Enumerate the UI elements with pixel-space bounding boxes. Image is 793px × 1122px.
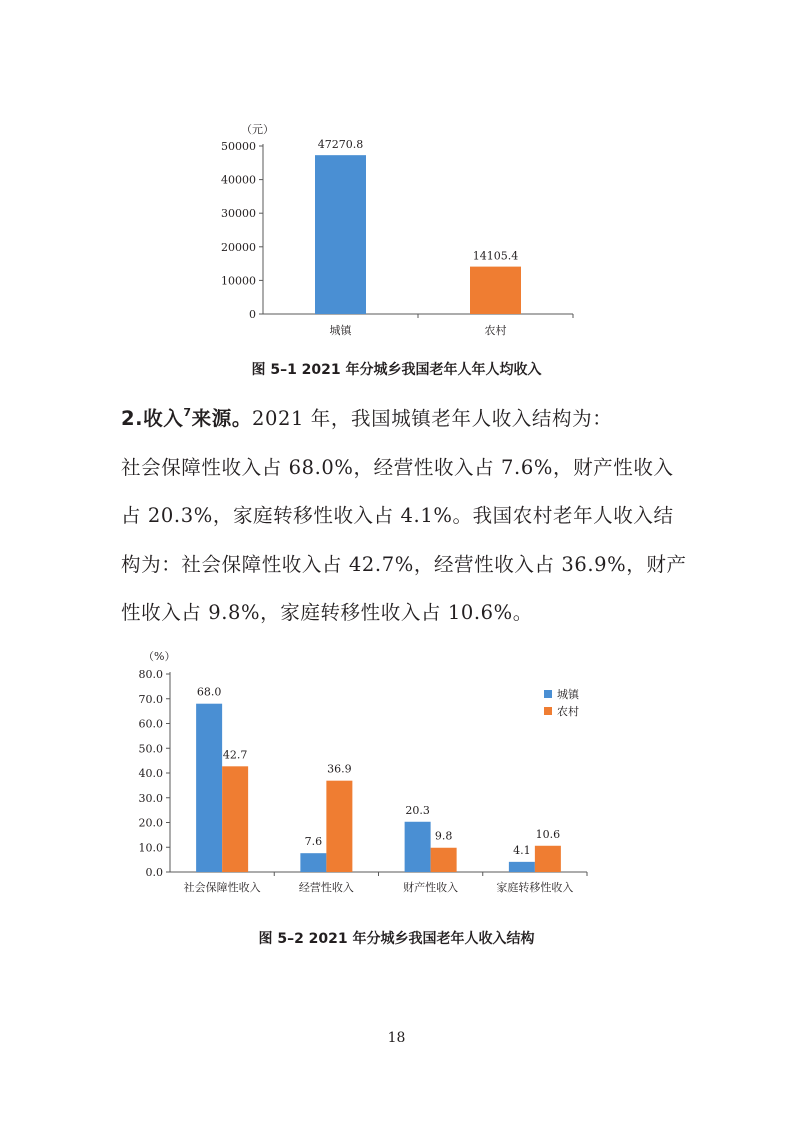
bar-value-label: 4.1 bbox=[513, 843, 531, 857]
y-tick-label: 70.0 bbox=[138, 692, 163, 706]
y-tick-label: 80.0 bbox=[138, 668, 163, 681]
legend-swatch-1 bbox=[544, 707, 552, 715]
paragraph-line-5: 性收入占 9.8%，家庭转移性收入占 10.6%。 bbox=[121, 601, 533, 624]
footnote-ref: 7 bbox=[183, 406, 192, 419]
chart2-caption: 图 5–2 2021 年分城乡我国老年人收入结构 bbox=[258, 931, 535, 947]
heading-text: 2.收入 bbox=[121, 407, 184, 430]
bar-value-label: 68.0 bbox=[196, 685, 222, 699]
heading-tail: 来源。 bbox=[191, 407, 252, 430]
bar-rural-1 bbox=[326, 781, 352, 872]
paragraph-line-1 bbox=[121, 395, 681, 444]
chart-income-structure bbox=[123, 643, 663, 913]
y-tick-label: 0 bbox=[249, 308, 256, 321]
x-tick-label: 财产性收入 bbox=[403, 881, 459, 894]
page-number: 18 bbox=[387, 1030, 406, 1046]
bar-value-label: 9.8 bbox=[434, 829, 453, 843]
bar-urban-1 bbox=[300, 853, 326, 872]
bar-value-label: 7.6 bbox=[304, 835, 323, 849]
x-tick-label: 经营性收入 bbox=[298, 881, 354, 894]
bar-value-label: 42.7 bbox=[222, 748, 248, 762]
x-tick-label: 家庭转移性收入 bbox=[496, 881, 574, 894]
bar-value-label: 47270.8 bbox=[317, 138, 364, 152]
y-tick-label: 50.0 bbox=[138, 742, 163, 756]
y-tick-label: 0.0 bbox=[145, 866, 163, 879]
y-tick-label: 30.0 bbox=[138, 791, 163, 805]
x-tick-label: 社会保障性收入 bbox=[183, 881, 261, 894]
legend-label: 农村 bbox=[557, 705, 579, 718]
paragraph-line-3: 占 20.3%，家庭转移性收入占 4.1%。我国农村老年人收入结 bbox=[121, 504, 674, 527]
bar-0 bbox=[315, 155, 366, 314]
y-tick-label: 40.0 bbox=[138, 767, 163, 780]
x-tick-label: 城镇 bbox=[329, 324, 352, 337]
legend-label: 城镇 bbox=[557, 688, 579, 701]
y-tick-label: 30000 bbox=[221, 207, 256, 221]
income-source-paragraph bbox=[121, 395, 687, 638]
paragraph-line-2: 社会保障性收入占 68.0%，经营性收入占 7.6%，财产性收入 bbox=[121, 455, 674, 479]
y-tick-label: 10000 bbox=[221, 274, 256, 288]
bar-rural-2 bbox=[431, 848, 457, 872]
legend-swatch-0 bbox=[544, 690, 552, 698]
y-tick-label: 40000 bbox=[221, 173, 256, 187]
bar-rural-0 bbox=[222, 766, 248, 872]
bar-rural-3 bbox=[535, 846, 561, 872]
bar-urban-0 bbox=[196, 704, 222, 872]
x-tick-label: 农村 bbox=[484, 324, 507, 337]
bar-value-label: 36.9 bbox=[327, 762, 352, 776]
y-tick-label: 60.0 bbox=[138, 717, 163, 731]
chart1-caption: 图 5–1 2021 年分城乡我国老年人年人均收入 bbox=[251, 362, 542, 378]
y-unit-label: （元） bbox=[241, 123, 274, 136]
bar-urban-3 bbox=[509, 862, 535, 872]
bar-value-label: 10.6 bbox=[535, 827, 561, 841]
y-unit-label: （%） bbox=[143, 650, 176, 663]
y-tick-label: 20.0 bbox=[138, 816, 163, 830]
y-tick-label: 50000 bbox=[221, 140, 256, 153]
chart-urban-rural-income bbox=[205, 118, 585, 348]
paragraph-text-1: 2021 年，我国城镇老年人收入结构为： bbox=[251, 407, 613, 430]
y-tick-label: 20000 bbox=[221, 240, 256, 254]
bar-urban-2 bbox=[405, 822, 431, 872]
paragraph-line-4: 构为：社会保障性收入占 42.7%，经营性收入占 36.9%，财产 bbox=[121, 552, 687, 576]
bar-value-label: 14105.4 bbox=[472, 249, 519, 263]
bar-1 bbox=[470, 267, 521, 314]
section-heading bbox=[121, 407, 252, 430]
bar-value-label: 20.3 bbox=[405, 803, 430, 817]
y-tick-label: 10.0 bbox=[138, 841, 163, 855]
